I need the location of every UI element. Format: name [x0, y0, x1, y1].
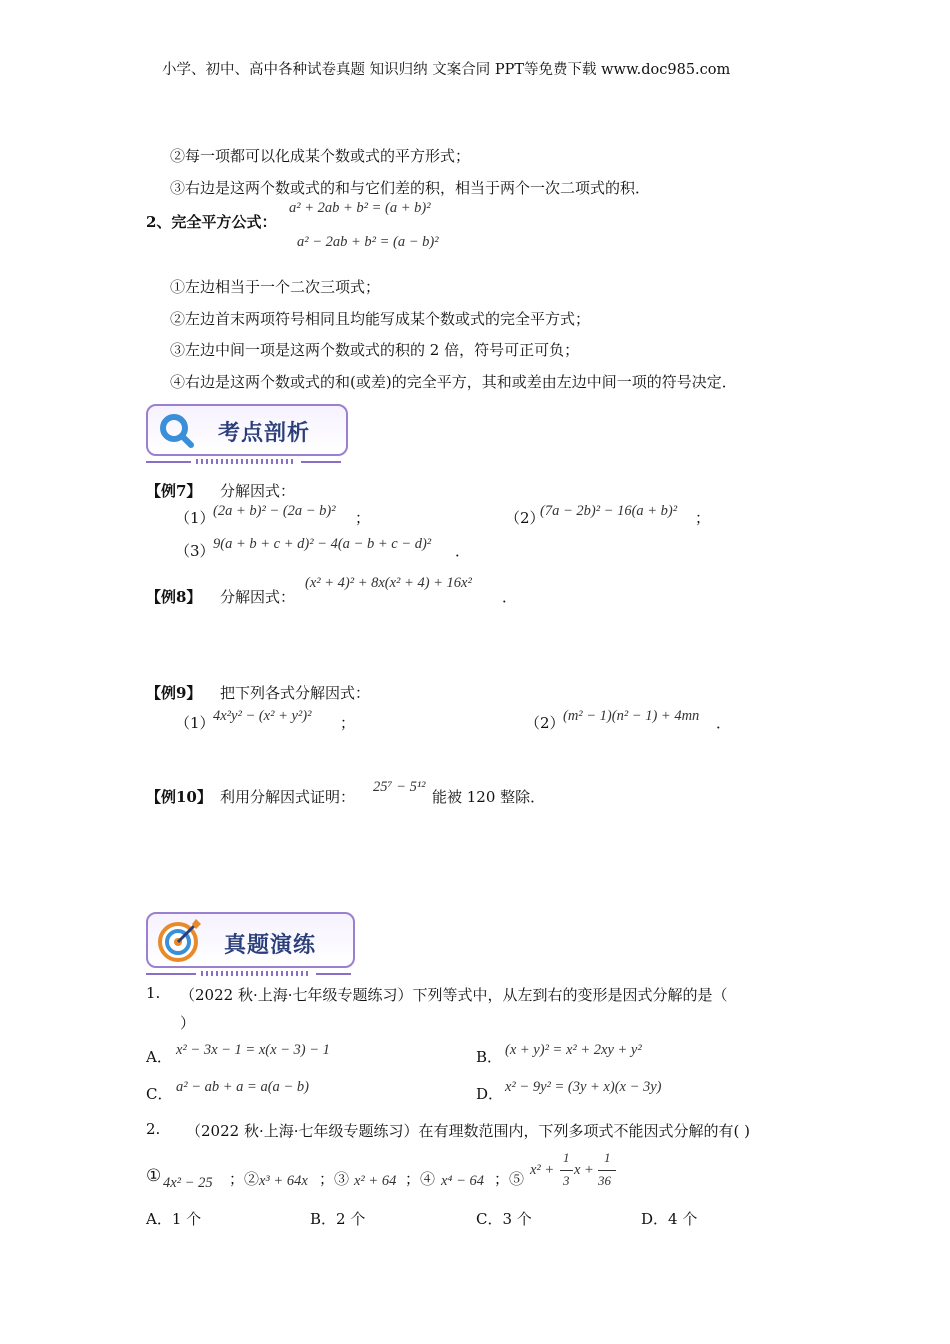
page-header: 小学、初中、高中各种试卷真题 知识归纳 文案合同 PPT等免费下载 www.doc985.com [162, 62, 731, 78]
option-c-label[interactable]: C． [146, 1085, 173, 1103]
option-c[interactable]: a² − ab + a = a(a − b) [176, 1079, 309, 1095]
question-number: 1. [146, 984, 161, 1002]
formula: x³ + 64x [259, 1173, 308, 1189]
target-icon [156, 916, 206, 964]
banner-title: 考点剖析 [218, 421, 311, 446]
question-text: （2022 秋·上海·七年级专题练习）在有理数范围内，下列多项式不能因式分解的有( ) [186, 1122, 750, 1140]
question-number: （1） [175, 509, 215, 527]
magnifier-icon [158, 412, 198, 448]
question-text: （2022 秋·上海·七年级专题练习）下列等式中，从左到右的变形是因式分解的是（ [180, 986, 728, 1004]
fraction-denominator: 3 [563, 1173, 570, 1188]
item-marker: ；⑤ [494, 1170, 525, 1188]
option-b-label[interactable]: B． [476, 1048, 503, 1066]
formula: x⁴ − 64 [441, 1173, 485, 1189]
option-a-label[interactable]: A． [146, 1048, 172, 1066]
option-a[interactable]: x² − 3x − 1 = x(x − 3) − 1 [176, 1042, 330, 1058]
question-number: （2） [525, 714, 565, 732]
option-b[interactable]: B．2 个 [310, 1210, 366, 1228]
punctuation: ． [502, 588, 518, 606]
example-label: 【例10】 [146, 788, 212, 806]
banner-title: 真题演练 [224, 933, 317, 958]
formula: 4x²y² − (x² + y²)² [213, 708, 312, 724]
paragraph-item-3: ③右边是这两个数或式的和与它们差的积，相当于两个一次二项式的积． [170, 179, 651, 197]
punctuation: ． [716, 714, 732, 732]
item-marker: ① [146, 1166, 162, 1186]
punctuation: ． [455, 542, 471, 560]
formula: 25⁷ − 5¹² [373, 779, 426, 795]
section-banner-analysis [146, 402, 351, 466]
banner-decoration [201, 971, 311, 976]
section-banner-practice [146, 910, 361, 980]
option-d-label[interactable]: D． [476, 1085, 504, 1103]
question-number: （3） [175, 542, 215, 560]
formula: (7a − 2b)² − 16(a + b)² [540, 503, 678, 519]
fraction-numerator: 1 [563, 1150, 570, 1165]
option-d[interactable]: x² − 9y² = (3y + x)(x − 3y) [505, 1079, 662, 1095]
punctuation: ； [695, 509, 711, 527]
fraction-bar [560, 1170, 573, 1171]
list-item: ②左边首末两项符号相同且均能写成某个数或式的完全平方式； [170, 310, 591, 328]
punctuation: ； [355, 509, 371, 527]
example-prompt: 利用分解因式证明： [220, 788, 356, 806]
list-item: ①左边相当于一个二次三项式； [170, 278, 381, 296]
formula: (2a + b)² − (2a − b)² [213, 503, 336, 519]
fraction-bar [598, 1170, 616, 1171]
formula-square-sum: a² + 2ab + b² = (a + b)² [289, 200, 431, 216]
option-d[interactable]: D．4 个 [641, 1210, 698, 1228]
option-b[interactable]: (x + y)² = x² + 2xy + y² [505, 1042, 642, 1058]
question-text-continued: ） [180, 1014, 196, 1032]
item-marker: ；③ [319, 1170, 350, 1188]
item-marker: ；④ [405, 1170, 436, 1188]
list-item: ④右边是这两个数或式的和(或差)的完全平方，其和或差由左边中间一项的符号决定． [170, 373, 737, 391]
example-label: 【例8】 [146, 588, 202, 606]
question-number: 2. [146, 1120, 161, 1138]
example-prompt: 把下列各式分解因式： [220, 684, 371, 702]
formula: (m² − 1)(n² − 1) + 4mn [563, 708, 700, 724]
formula: 4x² − 25 [163, 1175, 213, 1191]
list-item: ③左边中间一项是这两个数或式的积的 2 倍，符号可正可负； [170, 341, 580, 359]
example-label: 【例7】 [146, 482, 202, 500]
fraction-denominator: 36 [598, 1173, 611, 1188]
section-heading: 2、完全平方公式： [146, 213, 277, 231]
example-prompt: 分解因式： [220, 482, 296, 500]
formula-square-diff: a² − 2ab + b² = (a − b)² [297, 234, 439, 250]
example-label: 【例9】 [146, 684, 202, 702]
item-marker: ；② [229, 1170, 260, 1188]
question-number: （1） [175, 714, 215, 732]
banner-decoration [196, 459, 296, 464]
punctuation: ； [340, 714, 356, 732]
formula: (x² + 4)² + 8x(x² + 4) + 16x² [305, 575, 472, 591]
example-prompt: 分解因式： [220, 588, 296, 606]
example-tail: 能被 120 整除． [432, 788, 546, 806]
paragraph-item-2: ②每一项都可以化成某个数或式的平方形式； [170, 147, 471, 165]
fraction-numerator: 1 [604, 1150, 611, 1165]
formula: x² + [530, 1162, 555, 1178]
formula: x + [574, 1162, 594, 1178]
formula: x² + 64 [354, 1173, 397, 1189]
formula: 9(a + b + c + d)² − 4(a − b + c − d)² [213, 536, 432, 552]
option-c[interactable]: C．3 个 [476, 1210, 532, 1228]
question-number: （2） [505, 509, 545, 527]
option-a[interactable]: A．1 个 [146, 1210, 202, 1228]
